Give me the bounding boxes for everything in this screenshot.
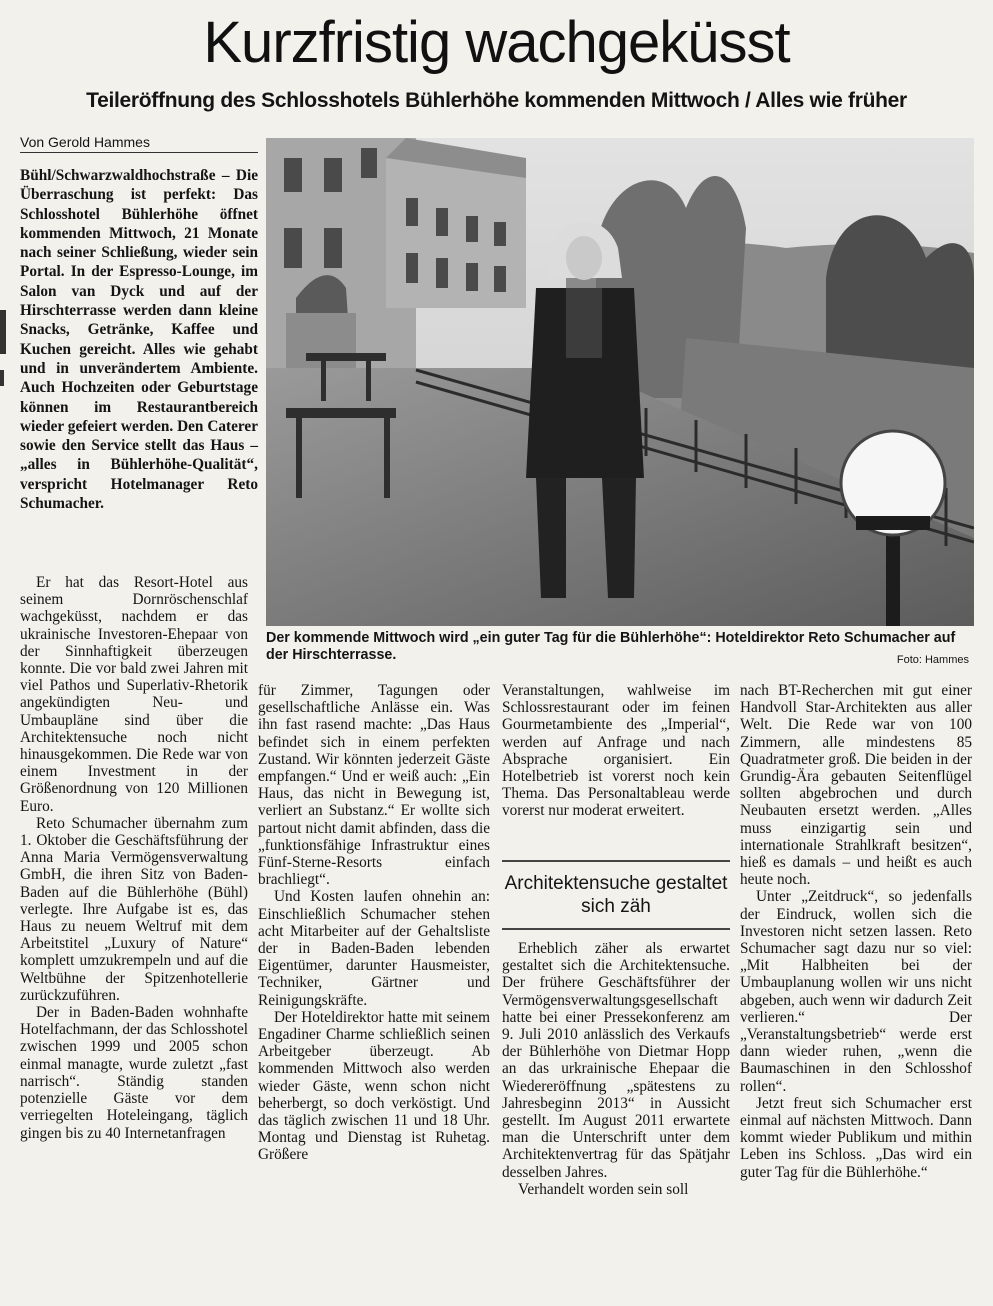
paragraph: Reto Schumacher übernahm zum 1. Oktober die Geschäftsführung der Anna Maria Vermögensverwaltung GmbH, die ihren Sitz von Baden-Baden auf die Bühlerhöhe (Bühl) verlegte. Ihre Aufgabe ist es, das Haus zu neuem Weltruf mit dem Arbeitstitel „Luxury of Nature“ komplett umzukrempeln und auf die Weltbühne der Spitzenhotellerie zurückzuführen. bbox=[20, 814, 248, 1004]
paragraph: Jetzt freut sich Schumacher erst einmal auf nächsten Mittwoch. Dann kommt wieder Publikum und mithin Leben ins Schloss. „Das wird ein guter Tag für die Bühlerhöhe.“ bbox=[740, 1094, 972, 1181]
paragraph: Unter „Zeitdruck“, so jedenfalls der Eindruck, wollen sich die Investoren nicht setzen lassen. Reto Schumacher sagt dazu nur so viel: „Mit Halbheiten bei der Umbauplanung wollen wir uns nicht abgeben, auch wenn wir dadurch Zeit verlieren.“ Der „Veranstaltungsbetrieb“ werde erst dann wieder ruhen, „wenn die Baumaschinen in den Schlosshof rollen“. bbox=[740, 888, 972, 1095]
paragraph: Und Kosten laufen ohnehin an: Einschließlich Schumacher stehen acht Mitarbeiter auf der Gehaltsliste der in Baden-Baden lebenden Eigentümer, darunter Hausmeister, Techniker, Gärtner und Reinigungskräfte. bbox=[258, 888, 490, 1009]
body-column-3-continued bbox=[502, 940, 730, 1198]
paragraph: Er hat das Resort-Hotel aus seinem Dornröschenschlaf wachgeküsst, nachdem er das ukrainische Investoren-Ehepaar von der Sinnhaftigkeit überzeugen konnte. Die vor bald zwei Jahren mit viel Pathos und Superlativ-Rhetorik angekündigten Neu- und Umbaupläne sind über die Architektensuche noch nicht hinausgekommen. Die Rede war von einem Investment in der Größenordnung von 120 Millionen Euro. bbox=[20, 574, 248, 815]
lead-paragraph: Bühl/Schwarzwaldhochstraße – Die Überraschung ist perfekt: Das Schlosshotel Bühlerhöhe öffnet kommenden Mittwoch, 21 Monate nach seiner Schließung, wieder sein Portal. In der Espresso-Lounge, im Salon van Dyck und auf der Hirschterrasse werden dann kleine Snacks, Getränke, Kaffee und Kuchen gereicht. Alles wie gehabt und in unverändertem Ambiente. Auch Hochzeiten oder Geburtstage können im Restaurantbereich wieder gefeiert werden. Den Caterer sowie den Service stellt das Haus – „alles in Bühlerhöhe-Qualität“, verspricht Hotelmanager Reto Schumacher. bbox=[20, 167, 258, 513]
body-column-3 bbox=[502, 682, 730, 820]
headline: Kurzfristig wachgeküsst bbox=[203, 10, 790, 75]
paragraph: Der Hoteldirektor hatte mit seinem Engadiner Charme schließlich seinen Arbeitgeber überzeugt. Ab kommenden Mittwoch also werden wieder Gäste, wenn schon nicht beherbergt, so doch verköstigt. Und das täglich zwischen 11 und 18 Uhr. Montag und Dienstag ist Ruhetag. Größere bbox=[258, 1008, 490, 1164]
subheadline: Teileröffnung des Schlosshotels Bühlerhöhe kommenden Mittwoch / Alles wie früher bbox=[86, 89, 907, 112]
paragraph: Veranstaltungen, wahlweise im Schlossrestaurant oder im feinen Gourmetambiente des „Imperial“, werden auf Anfrage und nach Absprache organisiert. Ein Hotelbetrieb ist vorerst noch kein Thema. Das Personaltableau werde vorerst nur moderat erweitert. bbox=[502, 682, 730, 820]
page-margin-mark bbox=[0, 370, 4, 386]
terrace-photo-illustration bbox=[266, 138, 974, 626]
paragraph: Der in Baden-Baden wohnhafte Hotelfachmann, der das Schlosshotel zwischen 1999 und 2005 schon einmal managte, wurde zuletzt „fast narrisch“. Ständig standen potenzielle Gäste vor dem verriegelten Hoteleingang, täglich gingen bis zu 40 Internetanfragen bbox=[20, 1004, 248, 1142]
article-photo bbox=[266, 138, 974, 626]
byline: Von Gerold Hammes bbox=[20, 132, 258, 153]
photo-credit: Foto: Hammes bbox=[896, 654, 969, 666]
body-column-2 bbox=[258, 682, 490, 1164]
page-margin-mark bbox=[0, 310, 6, 354]
section-heading: Architektensuche gestaltet sich zäh bbox=[502, 860, 730, 930]
paragraph: Verhandelt worden sein soll bbox=[518, 1180, 689, 1198]
photo-caption: Der kommende Mittwoch wird „ein guter Tag für die Bühlerhöhe“: Hoteldirektor Reto Schumacher auf der Hirschterrasse. bbox=[266, 630, 956, 663]
paragraph: Erheblich zäher als erwartet gestaltet sich die Architektensuche. Der frühere Geschäftsführer der Vermögensverwaltungsgesellschaft hatte bei einer Pressekonferenz am 9. Juli 2010 anlässlich des Verkaufs der Bühlerhöhe von Dietmar Hopp an das urkrainische Ehepaar die Wiedereröffnung „spätestens zu Jahresbeginn 2013“ in Aussicht gestellt. Im August 2011 erwartete man die Unterschrift unter dem Architektenvertrag für das Spätjahr desselben Jahres. bbox=[502, 940, 730, 1181]
paragraph: nach BT-Recherchen mit gut einer Handvoll Star-Architekten aus aller Welt. Die Rede war von 100 Zimmern, alle mindestens 85 Quadratmeter groß. Die beiden in der Grundig-Ära gebauten Seitenflügel sollten abgebrochen und durch Neubauten ersetzt werden. „Alles muss einzigartig sein und internationale Strahlkraft besitzen“, hieß es damals – und heißt es auch heute noch. bbox=[740, 682, 972, 889]
paragraph: für Zimmer, Tagungen oder gesellschaftliche Anlässe ein. Was ihn fast rasend machte: „Das Haus befindet sich in einem perfekten Zustand. Wir könnten jederzeit Gäste empfangen.“ Und er weiß auch: „Ein Haus, das nicht in Bewegung ist, verliert an Substanz.“ Er wollte sich partout nicht damit abfinden, dass die „funktionsfähige Infrastruktur eines Fünf-Sterne-Resorts einfach brachliegt“. bbox=[258, 682, 490, 889]
body-column-4 bbox=[740, 682, 972, 1181]
body-column-1 bbox=[20, 574, 248, 1142]
